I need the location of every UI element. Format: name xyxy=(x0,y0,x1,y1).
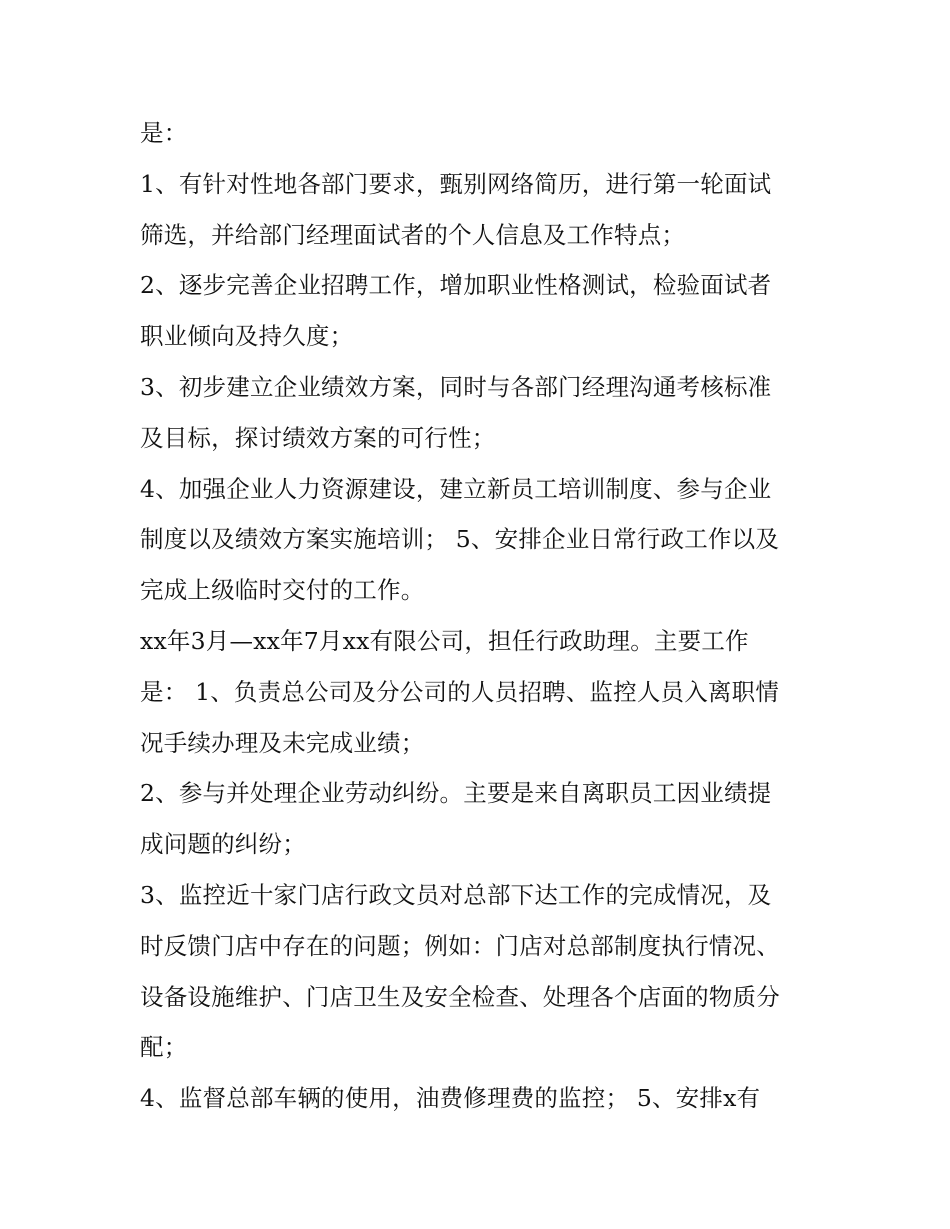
text-line: 是： 1、负责总公司及分公司的人员招聘、监控人员入离职情 xyxy=(140,677,780,706)
text-line: xx年3月—xx年7月xx有限公司，担任行政助理。主要工作 xyxy=(140,626,749,655)
text-line: 3、监控近十家门店行政文员对总部下达工作的完成情况，及 xyxy=(140,880,772,909)
text-line: 设备设施维护、门店卫生及安全检查、处理各个店面的物质分 xyxy=(140,982,780,1011)
text-line: 1、有针对性地各部门要求，甄别网络简历，进行第一轮面试 xyxy=(140,169,772,198)
text-line: 时反馈门店中存在的问题；例如：门店对总部制度执行情况、 xyxy=(140,931,780,960)
text-line: 及目标，探讨绩效方案的可行性； xyxy=(140,423,496,452)
text-line: 配； xyxy=(140,1033,188,1062)
text-line: 2、参与并处理企业劳动纠纷。主要是来自离职员工因业绩提 xyxy=(140,779,772,808)
text-line: 4、监督总部车辆的使用，油费修理费的监控； 5、安排x有 xyxy=(140,1084,761,1113)
text-line: 况手续办理及未完成业绩； xyxy=(140,728,425,757)
text-line: 完成上级临时交付的工作。 xyxy=(140,576,425,605)
text-line: 4、加强企业人力资源建设，建立新员工培训制度、参与企业 xyxy=(140,474,772,503)
text-line: 2、逐步完善企业招聘工作，增加职业性格测试，检验面试者 xyxy=(140,271,772,300)
text-line: 是： xyxy=(140,119,188,147)
text-line: 成问题的纠纷； xyxy=(140,830,306,859)
text-line: 制度以及绩效方案实施培训； 5、安排企业日常行政工作以及 xyxy=(140,525,780,554)
text-line: 3、初步建立企业绩效方案，同时与各部门经理沟通考核标准 xyxy=(140,372,772,401)
text-line: 筛选，并给部门经理面试者的个人信息及工作特点； xyxy=(140,220,686,249)
document-body xyxy=(140,108,840,1124)
text-line: 职业倾向及持久度； xyxy=(140,322,354,351)
